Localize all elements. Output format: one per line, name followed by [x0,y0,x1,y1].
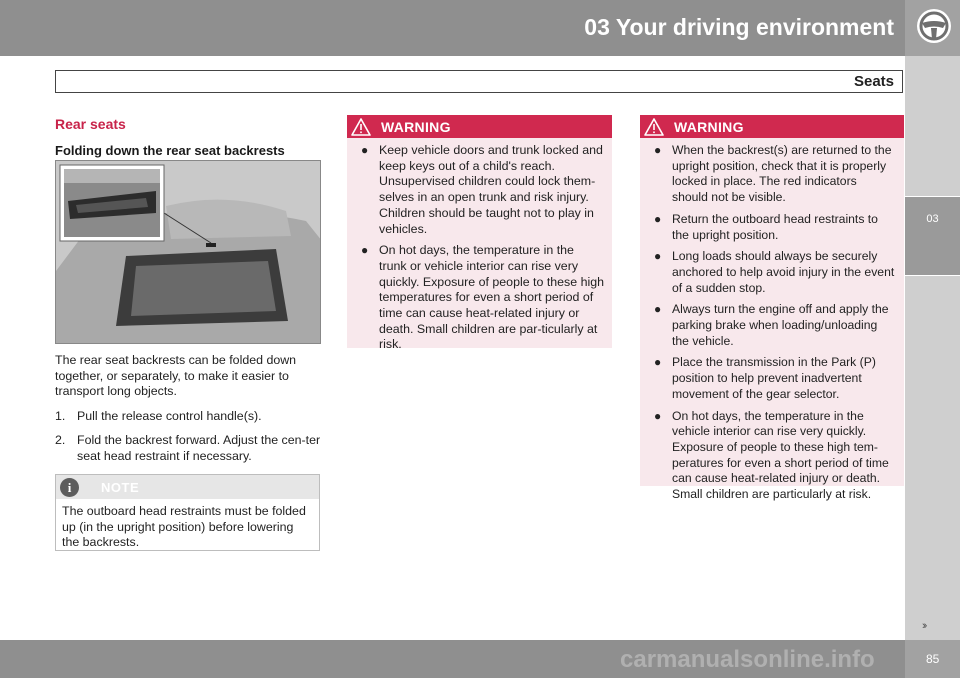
info-icon: i [60,478,79,497]
warning-item: ● Always turn the engine off and apply the parking brake when loading/unloading the vehicle. [654,302,889,348]
warning-triangle-icon [351,118,371,136]
warning-triangle-icon [644,118,664,136]
note-header [56,475,319,499]
rear-seats-heading: Rear seats [55,116,126,132]
warning-item-text: When the backrest(s) are returned to the upright position, check that it is properly locked in place. The red indicators should not be visible. [672,143,892,205]
warning-box-1 [347,115,612,352]
warning-item: ● Keep vehicle doors and trunk locked and keep keys out of a child's reach. Unsupervised children could lock them-selves in an open trunk and risk injury. Children should be taught not to play in vehicles. [361,143,603,236]
warning-item: ● Return the outboard head restraints to the upright position. [654,211,878,242]
trunk-illustration [56,161,321,344]
warning-item-text: On hot days, the temperature in the vehicle interior can rise very quickly. Exposure of people to these high tem-peratures for even a short period of time can cause heat-related injury or death. Small children are particularly at risk. [672,408,889,502]
warning-item-text: Place the transmission in the Park (P) position to help prevent inadvertent movement of the gear selector. [672,355,876,401]
chapter-tab[interactable] [905,196,960,276]
warning-item: ● Place the transmission in the Park (P) position to help prevent inadvertent movement of the gear selector. [654,355,876,401]
chapter-tab-label: 03 [926,213,939,225]
steps-list [55,409,321,465]
warning-list [347,138,612,367]
warning-item-text: On hot days, the temperature in the trunk or vehicle interior can rise very quickly. Exposure of people to these high temperatures for even a short period of time can cause heat-related injury or death. Small children are par-ticularly at risk. [379,243,605,352]
warning-item: ● When the backrest(s) are returned to the upright position, check that it is properly locked in place. The red indicators should not be visible. [654,143,892,205]
page-header [0,0,960,56]
note-title: NOTE [101,480,140,495]
warning-item: ● Long loads should always be securely anchored to help avoid injury in the event of a sudden stop. [654,249,895,295]
warning-item: ● On hot days, the temperature in the trunk or vehicle interior can rise very quickly. Exposure of people to these high temperatures for even a short period of time can cause heat-related injury or death. Small children are par-ticularly at risk. [361,243,605,352]
step-text: Pull the release control handle(s). [77,408,262,423]
warning-item-text: Long loads should always be securely anchored to help avoid injury in the event of a sudden stop. [672,249,895,295]
warning-title: WARNING [674,119,744,135]
folding-instructions [55,353,321,473]
watermark: carmanualsonline.info [620,646,875,673]
page-number: 85 [926,652,940,666]
chapter-sidebar [905,56,960,640]
warning-item-text: Return the outboard head restraints to the upright position. [672,211,878,242]
trunk-photo [55,160,321,344]
warning-title: WARNING [381,119,451,135]
warning-header [347,115,612,138]
warning-item-text: Keep vehicle doors and trunk locked and keep keys out of a child's reach. Unsupervised children could lock them-selves in an open trunk and risk injury. Children should be taught not to play in vehicles. [379,143,603,236]
next-page-arrows[interactable]: ›› [922,620,926,632]
rear-seats-section [55,116,321,158]
step-number: 1. [55,408,66,423]
step-text: Fold the backrest forward. Adjust the cen-ter seat head restraint if necessary. [77,433,321,463]
warning-item-text: Always turn the engine off and apply the parking brake when loading/unloading the vehicle. [672,302,889,348]
note-text: The outboard head restraints must be folded up (in the upright position) before lowering the backrests. [62,504,306,549]
step-item [55,433,321,464]
header-icon-tab [905,0,960,56]
note-box [55,474,320,551]
step-item [55,409,321,425]
chapter-title: 03 Your driving environment [584,14,894,40]
intro-paragraph: The rear seat backrests can be folded down together, or separately, to make it easier to transport long objects. [55,353,297,398]
warning-box-2 [640,115,904,502]
section-title: Seats [853,73,894,90]
warning-list [640,138,904,517]
folding-subheading: Folding down the rear seat backrests [55,143,285,158]
section-bar [55,70,903,93]
warning-header [640,115,904,138]
steering-wheel-icon [916,8,952,44]
warning-item: ● On hot days, the temperature in the vehicle interior can rise very quickly. Exposure of people to these high tem-peratures for even a short period of time can cause heat-related injury or death. Small children are particularly at risk. [654,408,889,502]
step-number: 2. [55,433,66,447]
